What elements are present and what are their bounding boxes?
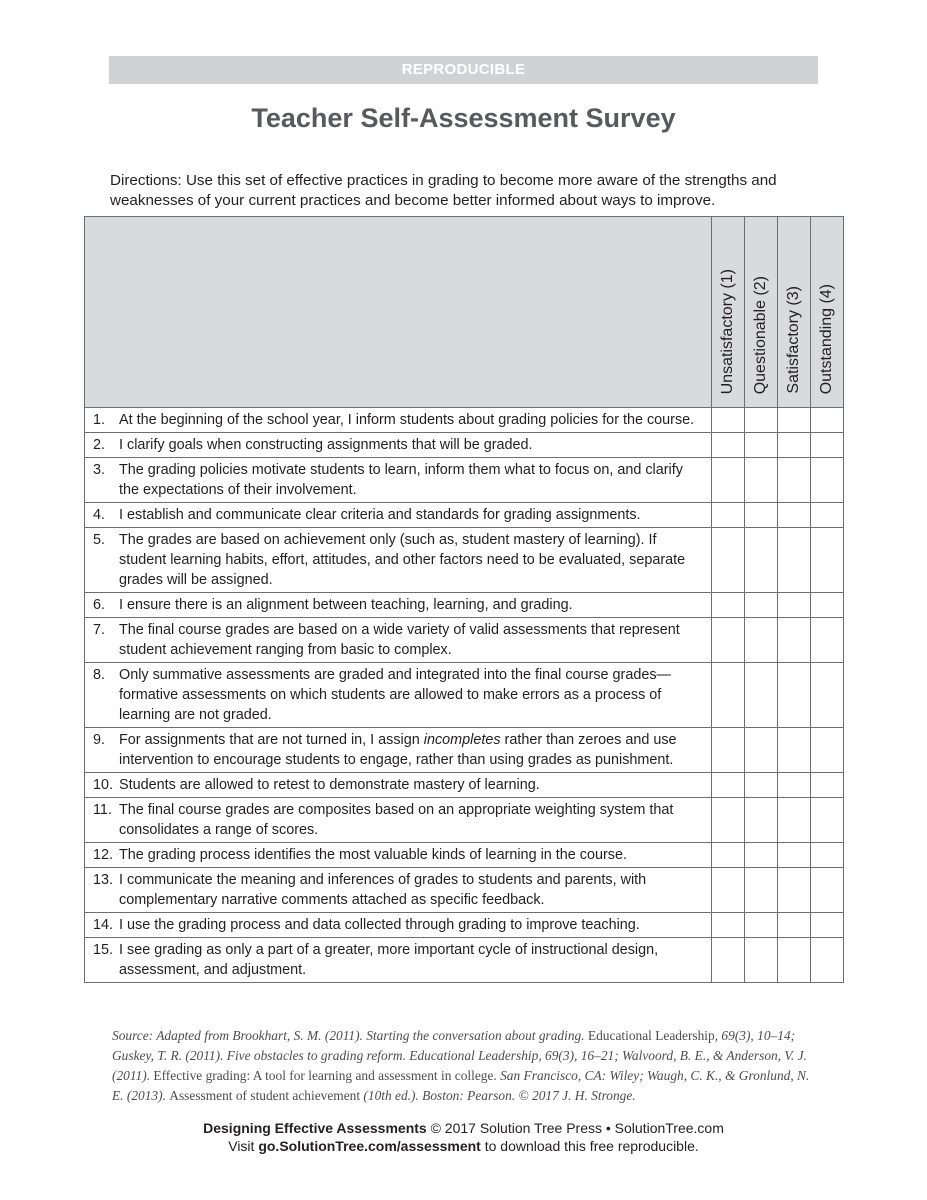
- footer-line-1: [0, 1119, 927, 1137]
- item-text: The final course grades are composites based on an appropriate weighting system that consolidates a range of scores.: [119, 802, 674, 838]
- practice-item: [93, 730, 705, 770]
- item-number: 4.: [93, 507, 106, 523]
- rating-checkbox[interactable]: [745, 618, 778, 663]
- rating-checkbox[interactable]: [745, 938, 778, 983]
- practice-item: [93, 940, 705, 980]
- survey-row: [85, 913, 844, 938]
- rating-checkbox[interactable]: [811, 938, 844, 983]
- book-title: Designing Effective Assessments: [203, 1120, 427, 1136]
- rating-checkbox[interactable]: [778, 408, 811, 433]
- survey-row: [85, 458, 844, 503]
- rating-checkbox[interactable]: [778, 663, 811, 728]
- item-number: 2.: [93, 437, 106, 453]
- rating-checkbox[interactable]: [778, 938, 811, 983]
- item-text: The grading process identifies the most valuable kinds of learning in the course.: [119, 847, 627, 863]
- rating-checkbox[interactable]: [745, 798, 778, 843]
- rating-checkbox[interactable]: [778, 593, 811, 618]
- rating-checkbox[interactable]: [778, 458, 811, 503]
- practice-cell: [85, 728, 712, 773]
- rating-checkbox[interactable]: [778, 868, 811, 913]
- practice-item: [93, 505, 705, 525]
- item-number: 13.: [93, 872, 114, 888]
- rating-checkbox[interactable]: [712, 593, 745, 618]
- practice-column-header: [85, 217, 712, 408]
- survey-row: [85, 433, 844, 458]
- item-number: 12.: [93, 847, 114, 863]
- rating-checkbox[interactable]: [811, 433, 844, 458]
- practice-cell: [85, 798, 712, 843]
- rating-checkbox[interactable]: [712, 913, 745, 938]
- item-text: I ensure there is an alignment between teaching, learning, and grading.: [119, 597, 573, 613]
- rating-checkbox[interactable]: [712, 663, 745, 728]
- reproducible-banner: REPRODUCIBLE: [109, 56, 818, 84]
- rating-checkbox[interactable]: [811, 528, 844, 593]
- rating-checkbox[interactable]: [712, 843, 745, 868]
- rating-checkbox[interactable]: [811, 798, 844, 843]
- source-citation: [112, 1026, 817, 1106]
- source-part: San Francisco, CA: Wiley; Waugh, C. K., & Gronlund, N. E. (2013).: [112, 1068, 810, 1103]
- rating-checkbox[interactable]: [778, 728, 811, 773]
- rating-checkbox[interactable]: [745, 408, 778, 433]
- practice-item: [93, 800, 705, 840]
- rating-checkbox[interactable]: [811, 773, 844, 798]
- practice-item: [93, 845, 705, 865]
- rating-checkbox[interactable]: [745, 868, 778, 913]
- rating-label: Unsatisfactory (1): [719, 268, 736, 394]
- rating-checkbox[interactable]: [745, 663, 778, 728]
- survey-row: [85, 773, 844, 798]
- rating-checkbox[interactable]: [778, 843, 811, 868]
- practice-cell: [85, 773, 712, 798]
- survey-row: [85, 503, 844, 528]
- item-text: I use the grading process and data collected through grading to improve teaching.: [119, 917, 640, 933]
- survey-row: [85, 528, 844, 593]
- survey-row: [85, 868, 844, 913]
- item-number: 3.: [93, 462, 106, 478]
- rating-checkbox[interactable]: [811, 618, 844, 663]
- rating-checkbox[interactable]: [778, 773, 811, 798]
- practice-cell: [85, 913, 712, 938]
- rating-checkbox[interactable]: [811, 503, 844, 528]
- survey-body: [85, 408, 844, 983]
- item-number: 10.: [93, 777, 114, 793]
- item-number: 9.: [93, 732, 106, 748]
- item-text-emphasis: incompletes: [423, 732, 501, 748]
- practice-cell: [85, 593, 712, 618]
- rating-checkbox[interactable]: [778, 528, 811, 593]
- rating-checkbox[interactable]: [712, 728, 745, 773]
- practice-item: [93, 915, 705, 935]
- item-text-part: For assignments that are not turned in, I assign: [119, 732, 424, 748]
- rating-checkbox[interactable]: [712, 868, 745, 913]
- rating-header-satisfactory: [778, 217, 811, 408]
- rating-checkbox[interactable]: [778, 433, 811, 458]
- source-part: , 69(3), 10–14; Guskey, T. R. (2011). Five obstacles to grading reform. Educational Leadership, 69(3), 16–21; Walvoord, B. E., & Anderson, V. J. (2011).: [112, 1028, 807, 1083]
- item-number: 11.: [93, 802, 112, 818]
- rating-checkbox[interactable]: [712, 433, 745, 458]
- footer-visit: Visit: [228, 1138, 259, 1154]
- item-number: 7.: [93, 622, 106, 638]
- footer-copyright: © 2017 Solution Tree Press • SolutionTree.com: [426, 1120, 724, 1136]
- rating-header-outstanding: [811, 217, 844, 408]
- item-text: Students are allowed to retest to demonstrate mastery of learning.: [119, 777, 540, 793]
- rating-header-questionable: [745, 217, 778, 408]
- footer-rest: to download this free reproducible.: [480, 1138, 699, 1154]
- page-title: Teacher Self-Assessment Survey: [251, 103, 676, 133]
- rating-checkbox[interactable]: [712, 773, 745, 798]
- source-part: Effective grading: A tool for learning and assessment in college.: [153, 1068, 497, 1083]
- practice-cell: [85, 938, 712, 983]
- rating-checkbox[interactable]: [811, 728, 844, 773]
- survey-row: [85, 593, 844, 618]
- practice-item: [93, 595, 705, 615]
- survey-row: [85, 798, 844, 843]
- rating-checkbox[interactable]: [811, 663, 844, 728]
- item-text: I clarify goals when constructing assignments that will be graded.: [119, 437, 533, 453]
- rating-checkbox[interactable]: [745, 503, 778, 528]
- item-text-part: rather than zeroes and use intervention to encourage students to engage, rather than using grades as punishment.: [119, 732, 677, 768]
- item-text: I see grading as only a part of a greater, more important cycle of instructional design, assessment, and adjustment.: [119, 942, 659, 978]
- practice-cell: [85, 458, 712, 503]
- rating-checkbox[interactable]: [811, 458, 844, 503]
- survey-row: [85, 618, 844, 663]
- practice-cell: [85, 503, 712, 528]
- item-text: The final course grades are based on a wide variety of valid assessments that represent student achievement ranging from basic to complex.: [119, 622, 680, 658]
- survey-row: [85, 938, 844, 983]
- practice-item: [93, 435, 705, 455]
- item-number: 5.: [93, 532, 106, 548]
- practice-cell: [85, 433, 712, 458]
- rating-label: Questionable (2): [752, 275, 769, 394]
- rating-checkbox[interactable]: [778, 798, 811, 843]
- item-number: 1.: [93, 412, 106, 428]
- rating-checkbox[interactable]: [745, 728, 778, 773]
- rating-label: Outstanding (4): [818, 283, 835, 394]
- rating-checkbox[interactable]: [712, 458, 745, 503]
- rating-checkbox[interactable]: [778, 913, 811, 938]
- item-text: I communicate the meaning and inferences of grades to students and parents, with complementary narrative comments attached as specific feedback.: [119, 872, 647, 908]
- practice-cell: [85, 618, 712, 663]
- practice-item: [93, 410, 705, 430]
- rating-checkbox[interactable]: [745, 528, 778, 593]
- download-link[interactable]: go.SolutionTree.com/assessment: [258, 1138, 481, 1154]
- rating-checkbox[interactable]: [745, 913, 778, 938]
- survey-row: [85, 843, 844, 868]
- practice-cell: [85, 868, 712, 913]
- survey-table: [84, 216, 844, 983]
- rating-checkbox[interactable]: [712, 503, 745, 528]
- item-number: 14.: [93, 917, 114, 933]
- rating-checkbox[interactable]: [745, 458, 778, 503]
- survey-row: [85, 408, 844, 433]
- survey-row: [85, 663, 844, 728]
- practice-item: [93, 530, 705, 590]
- rating-checkbox[interactable]: [712, 528, 745, 593]
- rating-checkbox[interactable]: [778, 503, 811, 528]
- directions-text: Directions: Use this set of effective practices in grading to become more aware of the strengths and weaknesses of your current practices and become better informed about ways to improve.: [110, 172, 777, 209]
- practice-cell: [85, 663, 712, 728]
- table-header-row: [85, 217, 844, 408]
- item-text: Only summative assessments are graded and integrated into the final course grades—formative assessments on which students are allowed to make errors as a process of learning are not graded.: [119, 667, 671, 723]
- rating-checkbox[interactable]: [712, 618, 745, 663]
- practice-item: [93, 620, 705, 660]
- rating-checkbox[interactable]: [712, 408, 745, 433]
- practice-cell: [85, 528, 712, 593]
- rating-checkbox[interactable]: [745, 593, 778, 618]
- rating-checkbox[interactable]: [745, 433, 778, 458]
- item-number: 8.: [93, 667, 106, 683]
- source-part: Assessment of student achievement: [169, 1088, 361, 1103]
- item-text: [119, 730, 705, 770]
- footer-line-2: [0, 1137, 927, 1155]
- practice-item: [93, 870, 705, 910]
- item-text: At the beginning of the school year, I inform students about grading policies for the course.: [119, 412, 695, 428]
- practice-item: [93, 665, 705, 725]
- item-text: I establish and communicate clear criteria and standards for grading assignments.: [119, 507, 641, 523]
- rating-checkbox[interactable]: [811, 593, 844, 618]
- item-number: 6.: [93, 597, 106, 613]
- item-text: The grades are based on achievement only (such as, student mastery of learning). If student learning habits, effort, attitudes, and other factors need to be evaluated, separate grades will be assigned.: [119, 532, 686, 588]
- practice-item: [93, 460, 705, 500]
- practice-cell: [85, 408, 712, 433]
- rating-header-unsatisfactory: [712, 217, 745, 408]
- rating-checkbox[interactable]: [811, 843, 844, 868]
- source-part: (10th ed.). Boston: Pearson. © 2017 J. H. Stronge.: [360, 1088, 636, 1103]
- page-footer: [0, 1119, 927, 1155]
- rating-checkbox[interactable]: [745, 843, 778, 868]
- practice-cell: [85, 843, 712, 868]
- source-part: Source: Adapted from Brookhart, S. M. (2011). Starting the conversation about grading.: [112, 1028, 588, 1043]
- item-number: 15.: [93, 942, 114, 958]
- rating-label: Satisfactory (3): [785, 286, 802, 394]
- rating-checkbox[interactable]: [811, 408, 844, 433]
- rating-checkbox[interactable]: [712, 798, 745, 843]
- rating-checkbox[interactable]: [712, 938, 745, 983]
- source-part: Educational Leadership: [587, 1028, 715, 1043]
- item-text: The grading policies motivate students to learn, inform them what to focus on, and clarify the expectations of their involvement.: [119, 462, 683, 498]
- rating-checkbox[interactable]: [778, 618, 811, 663]
- survey-row: [85, 728, 844, 773]
- practice-item: [93, 775, 705, 795]
- rating-checkbox[interactable]: [811, 868, 844, 913]
- rating-checkbox[interactable]: [811, 913, 844, 938]
- rating-checkbox[interactable]: [745, 773, 778, 798]
